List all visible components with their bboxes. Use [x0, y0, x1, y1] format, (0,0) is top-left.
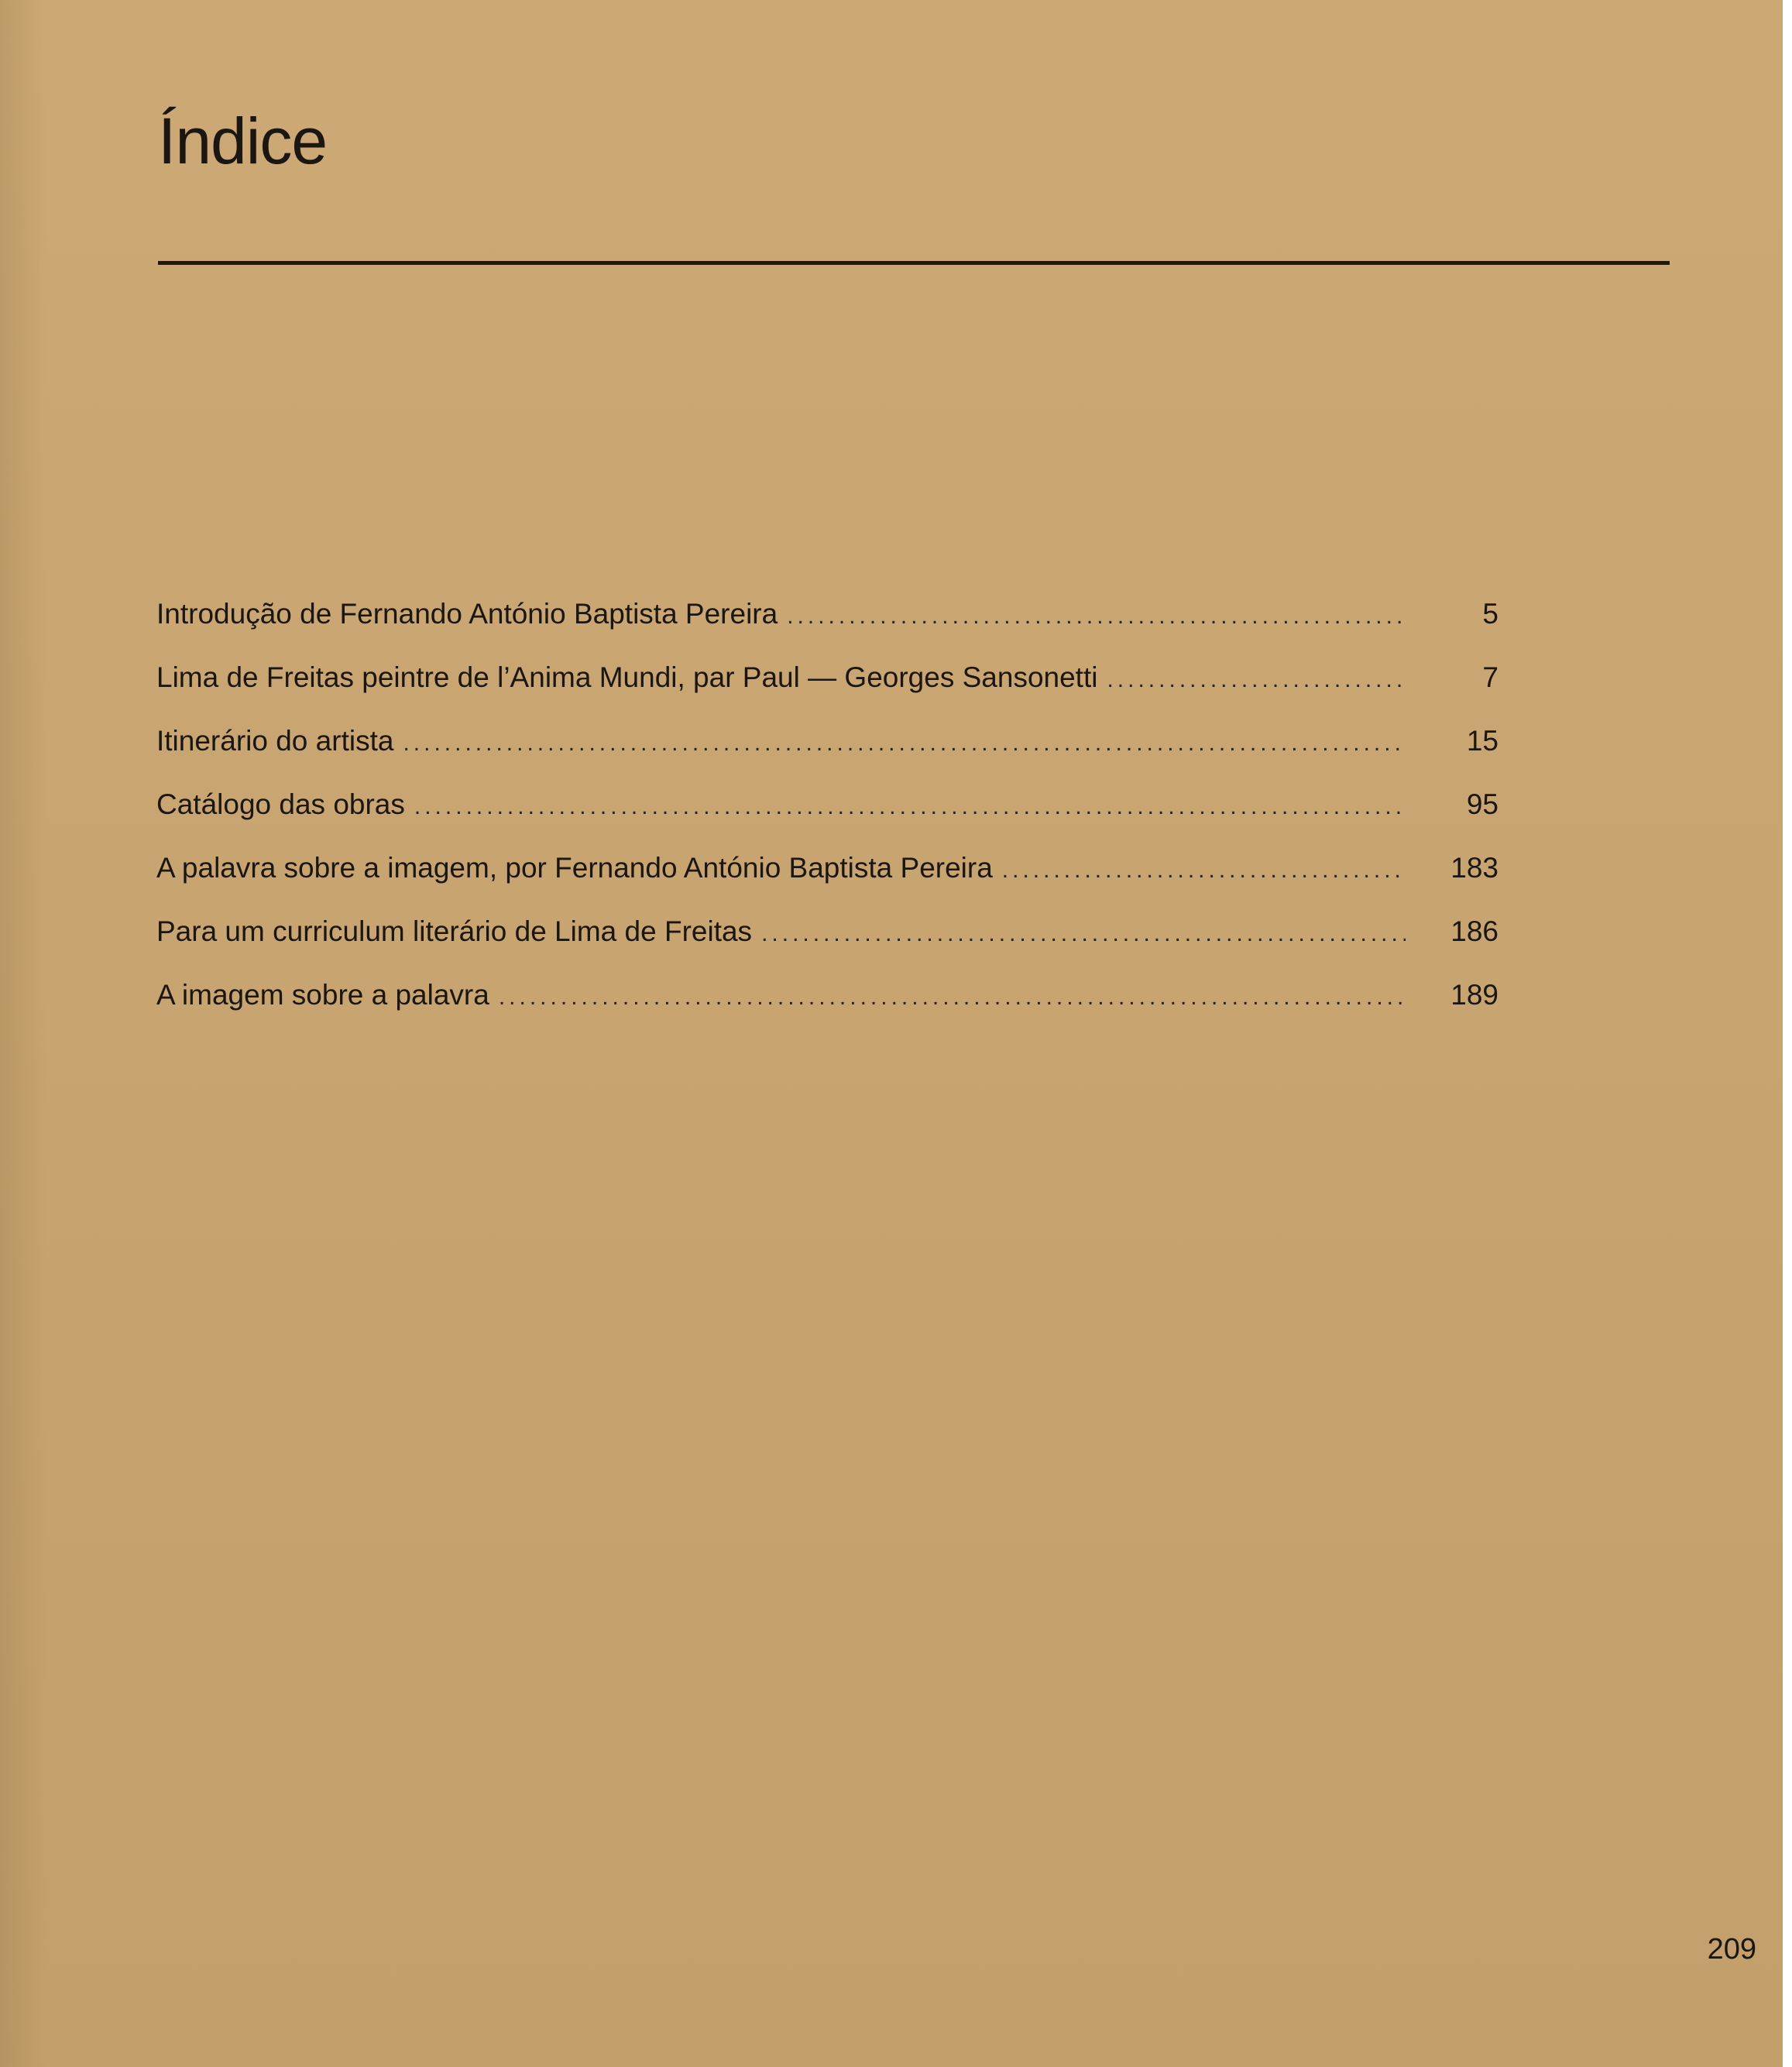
- toc-entry: [156, 661, 1498, 693]
- dot-leader: [1107, 664, 1406, 695]
- dot-leader: [499, 981, 1406, 1013]
- toc-entry: [156, 852, 1498, 884]
- table-of-contents: [156, 598, 1498, 1042]
- dot-leader: [403, 727, 1406, 759]
- toc-entry-title: Introdução de Fernando António Baptista Pereira: [156, 598, 778, 630]
- toc-entry: [156, 979, 1498, 1011]
- dot-leader: [761, 918, 1406, 949]
- dot-leader: [414, 791, 1406, 822]
- toc-entry-title: A palavra sobre a imagem, por Fernando António Baptista Pereira: [156, 852, 993, 884]
- toc-entry-title: Lima de Freitas peintre de l’Anima Mundi, par Paul — Georges Sansonetti: [156, 661, 1098, 693]
- title-divider: [158, 261, 1670, 265]
- toc-page-number: 95: [1466, 788, 1498, 820]
- page-number: 209: [1707, 1933, 1756, 1966]
- toc-page-number: 183: [1450, 852, 1498, 884]
- toc-entry-title: Para um curriculum literário de Lima de Freitas: [156, 915, 753, 947]
- toc-entry-title: Itinerário do artista: [156, 725, 394, 757]
- page-title: Índice: [158, 105, 328, 177]
- dot-leader: [1002, 854, 1406, 886]
- toc-entry-title: Catálogo das obras: [156, 788, 405, 820]
- toc-page-number: 189: [1450, 979, 1498, 1011]
- toc-page-number: 7: [1482, 661, 1498, 693]
- toc-page-number: 15: [1466, 725, 1498, 757]
- dot-leader: [787, 600, 1406, 632]
- toc-entry: [156, 725, 1498, 757]
- toc-page-number: 186: [1450, 915, 1498, 947]
- toc-entry-title: A imagem sobre a palavra: [156, 979, 489, 1011]
- toc-entry: [156, 915, 1498, 947]
- toc-entry: [156, 788, 1498, 820]
- toc-entry: [156, 598, 1498, 630]
- toc-page-number: 5: [1482, 598, 1498, 630]
